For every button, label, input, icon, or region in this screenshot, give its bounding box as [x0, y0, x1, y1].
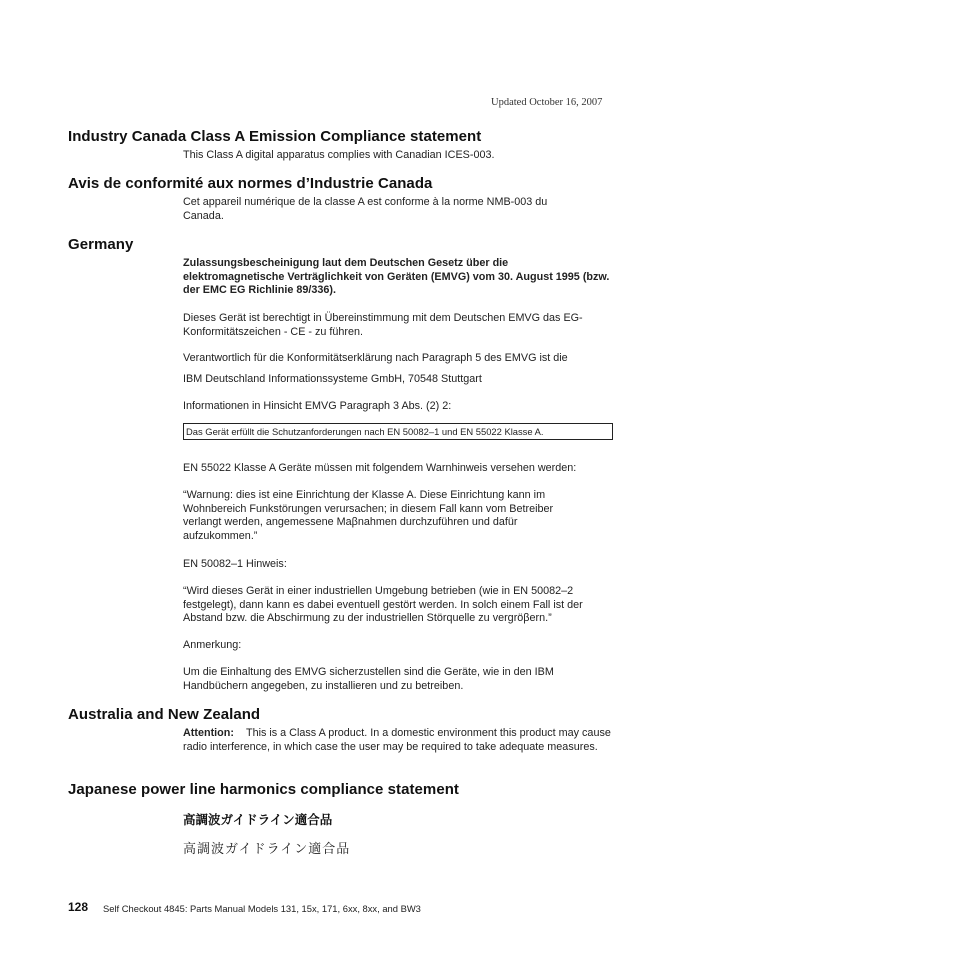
- australia-attention-text: [183, 727, 613, 754]
- japanese-label-bold: 高調波ガイドライン適合品: [183, 812, 333, 827]
- germany-paragraph-5: EN 55022 Klasse A Geräte müssen mit folgendem Warnhinweis versehen werden:: [183, 462, 577, 474]
- germany-paragraph-10: Um die Einhaltung des EMVG sicherzustellen sind die Geräte, wie in den IBM Handbüchern angegeben, zu installieren und zu betreiben.: [183, 666, 554, 692]
- germany-bold-intro: Zulassungsbescheinigung laut dem Deutschen Gesetz über die elektromagnetische Verträglichkeit von Geräten (EMVG) vom 30. August 1995 (bzw. der EMC EG Richlinie 89/336).: [183, 257, 610, 297]
- germany-paragraph-7: EN 50082–1 Hinweis:: [183, 558, 287, 570]
- heading-japanese-harmonics: Japanese power line harmonics compliance statement: [68, 781, 459, 798]
- updated-date: Updated October 16, 2007: [491, 97, 603, 108]
- germany-paragraph-3: IBM Deutschland Informationssysteme GmbH, 70548 Stuttgart: [183, 373, 482, 385]
- heading-germany: Germany: [68, 236, 134, 253]
- heading-australia-new-zealand: Australia and New Zealand: [68, 706, 261, 723]
- japanese-label-image: 高調波ガイドライン適合品: [183, 842, 351, 857]
- heading-industry-canada: Industry Canada Class A Emission Compliance statement: [68, 128, 482, 145]
- attention-label: Attention:: [183, 727, 234, 739]
- germany-warning-quote: “Warnung: dies ist eine Einrichtung der Klasse A. Diese Einrichtung kann im Wohnbereich Funkstörungen verursachen; in diesem Fall kann vom Betreiber verlangt werden, angemessene Maβnahmen durchzuführen und dafür aufzukommen.”: [183, 489, 554, 542]
- germany-hinweis-quote: “Wird dieses Gerät in einer industriellen Umgebung betrieben (wie in EN 50082–2 festgelegt), dann kann es dabei eventuell gestört werden. In solch einem Fall ist der Abstand bzw. die Abschirmung zu der industriellen Störquelle zu vergröβern.”: [183, 585, 583, 625]
- heading-avis-industrie-canada: Avis de conformité aux normes d’Industrie Canada: [68, 175, 433, 192]
- germany-boxed-statement: Das Gerät erfüllt die Schutzanforderungen nach EN 50082–1 und EN 55022 Klasse A.: [183, 423, 613, 440]
- footer-title: Self Checkout 4845: Parts Manual Models 131, 15x, 171, 6xx, 8xx, and BW3: [103, 903, 421, 914]
- germany-paragraph-1: Dieses Gerät ist berechtigt in Übereinstimmung mit dem Deutschen EMVG das EG-Konformitätszeichen - CE - zu führen.: [183, 312, 583, 338]
- text-industry-canada: This Class A digital apparatus complies with Canadian ICES-003.: [183, 149, 495, 161]
- germany-paragraph-4: Informationen in Hinsicht EMVG Paragraph 3 Abs. (2) 2:: [183, 400, 452, 412]
- page-number: 128: [68, 900, 89, 914]
- text-avis-industrie-canada: Cet appareil numérique de la classe A est conforme à la norme NMB-003 du Canada.: [183, 196, 548, 222]
- germany-anmerkung: Anmerkung:: [183, 639, 242, 651]
- attention-body: This is a Class A product. In a domestic environment this product may cause radio interference, in which case the user may be required to take adequate measures.: [183, 727, 611, 753]
- germany-paragraph-2: Verantwortlich für die Konformitätserklärung nach Paragraph 5 des EMVG ist die: [183, 352, 568, 364]
